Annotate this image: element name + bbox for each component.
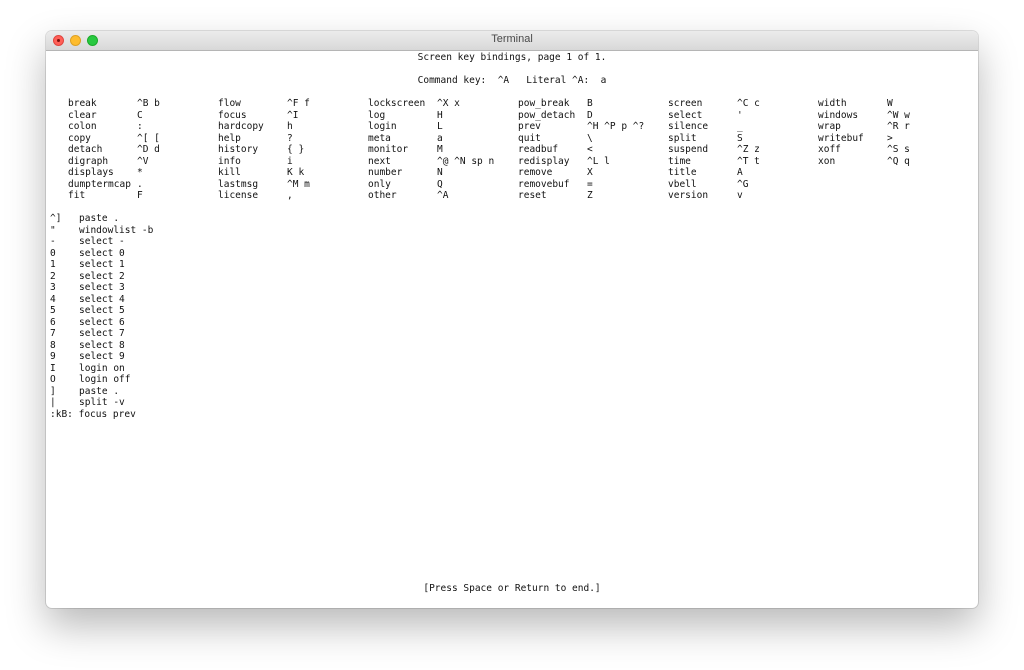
binding-command: clear xyxy=(68,109,97,121)
binding-key: H xyxy=(437,109,443,121)
binding-command: writebuf xyxy=(818,132,864,144)
binding-key: ^D d xyxy=(137,144,160,155)
binding-key: , xyxy=(287,190,293,201)
extra-binding-command: paste . xyxy=(79,385,120,397)
extra-binding-key: " xyxy=(50,224,56,236)
binding-command: next xyxy=(368,155,391,167)
binding-key: ^A xyxy=(437,190,449,201)
binding-key: ^H ^P p ^? xyxy=(587,121,645,132)
binding-key: ^G xyxy=(737,178,749,190)
binding-command: suspend xyxy=(668,144,709,155)
binding-command: dumptermcap xyxy=(68,178,131,190)
window-title: Terminal xyxy=(491,33,533,45)
binding-key: ^@ ^N sp n xyxy=(437,155,495,167)
binding-key: ^L l xyxy=(587,155,610,167)
extra-binding-key: | xyxy=(50,397,56,408)
binding-key: ^F f xyxy=(287,98,310,109)
binding-key: i xyxy=(287,155,293,167)
binding-command: version xyxy=(668,190,709,201)
binding-command: only xyxy=(368,178,391,190)
extra-binding-key: 2 xyxy=(50,270,56,282)
binding-key: B xyxy=(587,98,593,109)
terminal-content[interactable] xyxy=(46,51,978,608)
binding-key: a xyxy=(437,132,443,144)
extra-binding-command: select 4 xyxy=(79,293,125,305)
binding-command: other xyxy=(368,190,397,201)
binding-command: redisplay xyxy=(518,155,570,167)
binding-command: screen xyxy=(668,98,703,109)
extra-binding-command: windowlist -b xyxy=(79,224,154,236)
binding-key: { } xyxy=(287,144,305,155)
binding-key: < xyxy=(587,144,593,155)
binding-command: pow_detach xyxy=(518,109,576,121)
extra-binding-key: 7 xyxy=(50,328,56,339)
binding-key: ? xyxy=(287,132,293,144)
binding-key: N xyxy=(437,167,443,178)
extra-binding-key: 8 xyxy=(50,339,56,351)
extra-binding-command: select 8 xyxy=(79,339,125,351)
extra-binding-key: 0 xyxy=(50,247,56,259)
extra-binding-command: select 2 xyxy=(79,270,125,282)
extra-binding-key: 3 xyxy=(50,282,56,293)
binding-command: quit xyxy=(518,132,541,144)
binding-key: W xyxy=(887,98,893,109)
binding-key: : xyxy=(137,121,143,132)
extra-binding-key: 9 xyxy=(50,351,56,362)
binding-key: M xyxy=(437,144,443,155)
binding-command: license xyxy=(218,190,259,201)
extra-binding-key: - xyxy=(50,236,56,247)
binding-key: ^M m xyxy=(287,178,310,190)
binding-command: monitor xyxy=(368,144,409,155)
binding-key: L xyxy=(437,121,443,132)
extra-binding-command: select - xyxy=(79,236,125,247)
binding-key: ' xyxy=(737,109,743,121)
binding-command: wrap xyxy=(818,121,841,132)
binding-key: K k xyxy=(287,167,305,178)
extra-binding-command: select 7 xyxy=(79,328,125,339)
binding-command: flow xyxy=(218,98,241,109)
binding-key: v xyxy=(737,190,743,201)
binding-key: ^S s xyxy=(887,144,910,155)
binding-key: ^Z z xyxy=(737,144,760,155)
binding-key: ^[ [ xyxy=(137,132,160,144)
binding-command: width xyxy=(818,98,847,109)
kb-line: :kB: focus prev xyxy=(50,408,136,420)
binding-command: reset xyxy=(518,190,547,201)
binding-command: silence xyxy=(668,121,709,132)
extra-binding-key: 5 xyxy=(50,305,56,316)
binding-key: = xyxy=(587,178,593,190)
binding-key: ^T t xyxy=(737,155,760,167)
extra-binding-key: 4 xyxy=(50,293,56,305)
extra-binding-command: select 9 xyxy=(79,351,125,362)
header-title: Screen key bindings, page 1 of 1. xyxy=(417,52,607,63)
binding-key: S xyxy=(737,132,743,144)
binding-command: help xyxy=(218,132,241,144)
binding-key: ^R r xyxy=(887,121,910,132)
binding-command: prev xyxy=(518,121,541,132)
binding-command: detach xyxy=(68,144,103,155)
footer-prompt: [Press Space or Return to end.] xyxy=(423,583,601,594)
binding-key: ^C c xyxy=(737,98,760,109)
extra-binding-command: select 6 xyxy=(79,316,125,328)
binding-command: digraph xyxy=(68,155,109,167)
binding-key: * xyxy=(137,167,143,178)
binding-key: Z xyxy=(587,190,593,201)
binding-command: lastmsg xyxy=(218,178,259,190)
binding-command: split xyxy=(668,132,697,144)
binding-key: ^W w xyxy=(887,109,910,121)
binding-key: _ xyxy=(737,121,743,132)
binding-command: history xyxy=(218,144,259,155)
binding-command: log xyxy=(368,109,386,121)
binding-command: removebuf xyxy=(518,178,570,190)
extra-binding-key: O xyxy=(50,374,56,385)
binding-command: login xyxy=(368,121,397,132)
binding-command: info xyxy=(218,155,241,167)
binding-key: ^Q q xyxy=(887,155,910,167)
binding-command: displays xyxy=(68,167,114,178)
extra-binding-command: select 0 xyxy=(79,247,125,259)
binding-command: vbell xyxy=(668,178,697,190)
binding-command: lockscreen xyxy=(368,98,426,109)
extra-binding-key: ] xyxy=(50,385,56,397)
extra-binding-command: select 3 xyxy=(79,282,125,293)
binding-command: remove xyxy=(518,167,553,178)
binding-command: pow_break xyxy=(518,98,570,109)
terminal-window xyxy=(46,31,978,608)
extra-binding-command: select 1 xyxy=(79,259,125,270)
binding-key: h xyxy=(287,121,293,132)
binding-command: xoff xyxy=(818,144,841,155)
binding-command: focus xyxy=(218,109,247,121)
binding-key: ^V xyxy=(137,155,149,167)
binding-key: \ xyxy=(587,132,593,144)
extra-binding-key: 6 xyxy=(50,316,56,328)
binding-key: > xyxy=(887,132,893,144)
binding-key: X xyxy=(587,167,593,178)
binding-command: meta xyxy=(368,132,391,144)
command-key-line: Command key: ^A Literal ^A: a xyxy=(417,75,607,86)
binding-command: number xyxy=(368,167,403,178)
binding-command: copy xyxy=(68,132,91,144)
binding-command: hardcopy xyxy=(218,121,264,132)
binding-command: readbuf xyxy=(518,144,559,155)
title-bar[interactable] xyxy=(46,31,978,51)
extra-binding-key: 1 xyxy=(50,259,56,270)
binding-key: D xyxy=(587,109,593,121)
binding-key: . xyxy=(137,178,143,190)
extra-binding-command: login off xyxy=(79,374,131,385)
binding-command: time xyxy=(668,155,691,167)
binding-command: kill xyxy=(218,167,241,178)
extra-binding-key: ^] xyxy=(50,213,62,224)
extra-binding-command: paste . xyxy=(79,213,120,224)
extra-binding-command: split -v xyxy=(79,397,125,408)
binding-command: break xyxy=(68,98,97,109)
extra-binding-command: login on xyxy=(79,362,125,374)
binding-key: Q xyxy=(437,178,443,190)
binding-command: xon xyxy=(818,155,836,167)
extra-binding-command: select 5 xyxy=(79,305,125,316)
binding-command: windows xyxy=(818,109,859,121)
binding-key: F xyxy=(137,190,143,201)
binding-command: select xyxy=(668,109,703,121)
binding-command: title xyxy=(668,167,697,178)
binding-key: ^I xyxy=(287,109,299,121)
binding-key: ^X x xyxy=(437,98,460,109)
binding-command: fit xyxy=(68,190,86,201)
binding-key: A xyxy=(737,167,743,178)
extra-binding-key: I xyxy=(50,362,56,374)
binding-key: ^B b xyxy=(137,98,160,109)
binding-key: C xyxy=(137,109,143,121)
binding-command: colon xyxy=(68,121,97,132)
